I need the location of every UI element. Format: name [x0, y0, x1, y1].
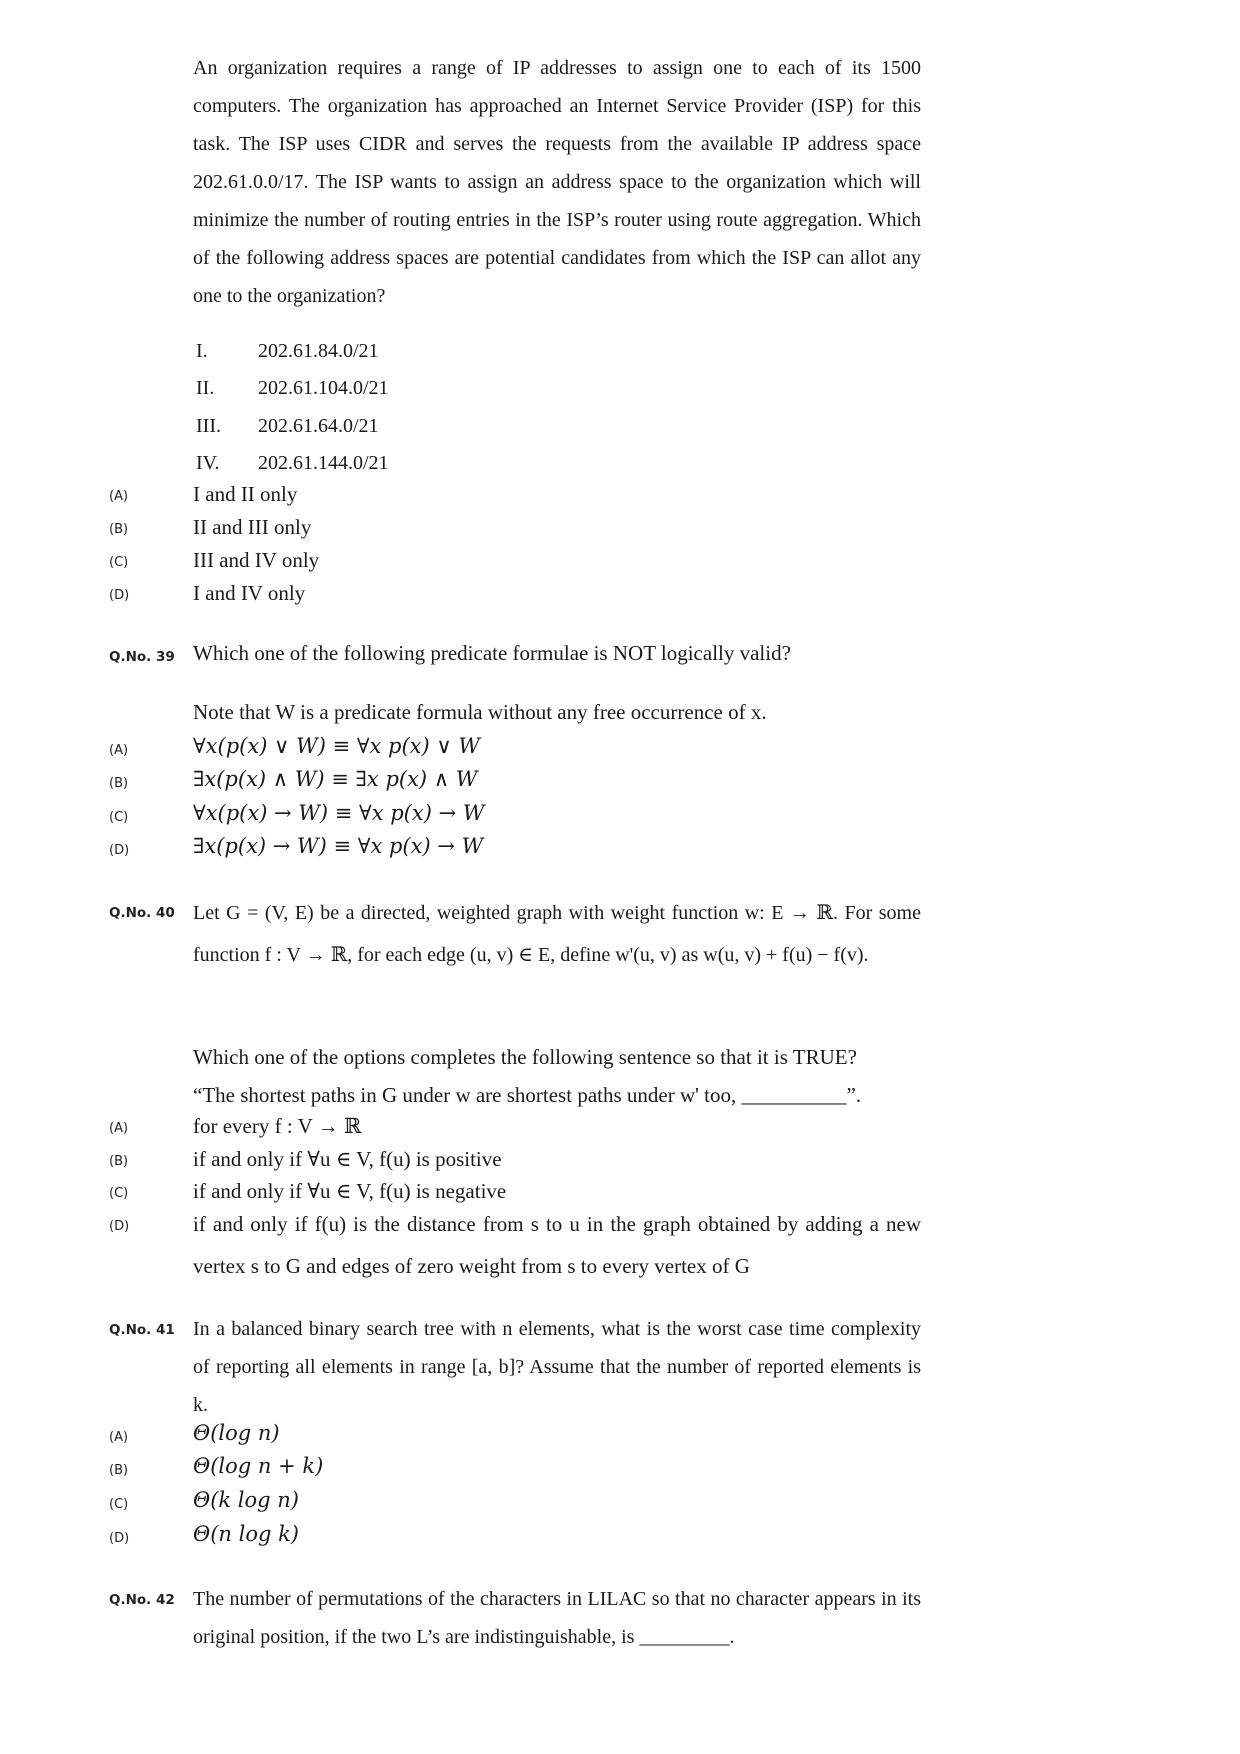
- q38-item-text: 202.61.144.0/21: [258, 452, 389, 474]
- q38-item-num: IV.: [196, 452, 220, 474]
- q39-stem: Which one of the following predicate formulae is NOT logically valid?: [193, 641, 791, 665]
- q39-note: Note that W is a predicate formula without any free occurrence of x.: [193, 700, 767, 724]
- q38-stem: An organization requires a range of IP addresses to assign one to each of its 1500 computers. The organization has approached an Internet Service Provider (ISP) for this task. The ISP uses CIDR and serves the requests from the available IP address space 202.61.0.0/17. The ISP wants to assign an address space to the organization which will minimize the number of routing entries in the ISP’s router using route aggregation. Which of the following address spaces are potential candidates from which the ISP can allot any one to the organization?: [193, 57, 921, 307]
- q38-item: [196, 340, 379, 363]
- q42-stem: The number of permutations of the characters in LILAC so that no character appears in its original position, if the two L’s are indistinguishable, is _________.: [193, 1588, 921, 1648]
- q38-option-d: I and IV only: [193, 581, 306, 605]
- option-label: (C): [109, 555, 129, 570]
- q38-item-text: 202.61.104.0/21: [258, 377, 389, 399]
- option-label: (A): [109, 743, 129, 758]
- q40-stem: Let G = (V, E) be a directed, weighted graph with weight function w: E → ℝ. For some function f : V → ℝ, for each edge (u, v) ∈ E, define w'(u, v) as w(u, v) + f(u) − f(v).: [193, 902, 921, 966]
- question-number: Q.No. 40: [109, 905, 175, 921]
- option-label: (D): [109, 1219, 130, 1234]
- q38-option-c: III and IV only: [193, 548, 320, 572]
- option-label: (C): [109, 1186, 129, 1201]
- option-label: (C): [109, 810, 129, 825]
- q38-item-num: I.: [196, 340, 208, 362]
- q40-option-a: for every f : V → ℝ: [193, 1114, 362, 1138]
- q39-option-c: ∀x(p(x) → W) ≡ ∀x p(x) → W: [193, 801, 485, 825]
- option-label: (B): [109, 1463, 129, 1478]
- option-label: (D): [109, 1531, 130, 1546]
- q40-option-d: if and only if f(u) is the distance from s to u in the graph obtained by adding a new vertex s to G and edges of zero weight from s to every vertex of G: [193, 1212, 921, 1278]
- q41-option-d: Θ(n log k): [193, 1522, 300, 1546]
- q41-option-a: Θ(log n): [193, 1421, 280, 1445]
- q39-option-a: ∀x(p(x) ∨ W) ≡ ∀x p(x) ∨ W: [193, 734, 480, 758]
- option-label: (A): [109, 1430, 129, 1445]
- option-label: (D): [109, 588, 130, 603]
- question-number: Q.No. 42: [109, 1592, 175, 1608]
- q41-option-b: Θ(log n + k): [193, 1454, 324, 1478]
- option-label: (B): [109, 776, 129, 791]
- q40-option-c: if and only if ∀u ∈ V, f(u) is negative: [193, 1179, 507, 1203]
- q38-item-text: 202.61.64.0/21: [258, 415, 379, 437]
- q40-option-b: if and only if ∀u ∈ V, f(u) is positive: [193, 1147, 502, 1171]
- question-number: Q.No. 41: [109, 1322, 175, 1338]
- q41-stem: In a balanced binary search tree with n elements, what is the worst case time complexity of reporting all elements in range [a, b]? Assume that the number of reported elements is k.: [193, 1318, 921, 1416]
- q38-item: [196, 377, 389, 400]
- option-label: (A): [109, 1121, 129, 1136]
- q38-option-b: II and III only: [193, 515, 312, 539]
- option-label: (C): [109, 1497, 129, 1512]
- option-label: (A): [109, 489, 129, 504]
- q40-prompt: Which one of the options completes the following sentence so that it is TRUE?: [193, 1045, 857, 1069]
- q38-option-a: I and II only: [193, 482, 298, 506]
- option-label: (D): [109, 843, 130, 858]
- q38-item: [196, 452, 389, 475]
- q38-item-text: 202.61.84.0/21: [258, 340, 379, 362]
- question-number: Q.No. 39: [109, 649, 175, 665]
- q38-item-num: II.: [196, 377, 215, 399]
- q38-item: [196, 415, 379, 438]
- q39-option-d: ∃x(p(x) → W) ≡ ∀x p(x) → W: [193, 834, 484, 858]
- q40-sentence: “The shortest paths in G under w are shortest paths under w' too, __________”.: [193, 1083, 862, 1107]
- option-label: (B): [109, 522, 129, 537]
- q38-item-num: III.: [196, 415, 221, 437]
- q39-option-b: ∃x(p(x) ∧ W) ≡ ∃x p(x) ∧ W: [193, 767, 478, 791]
- option-label: (B): [109, 1154, 129, 1169]
- q41-option-c: Θ(k log n): [193, 1488, 300, 1512]
